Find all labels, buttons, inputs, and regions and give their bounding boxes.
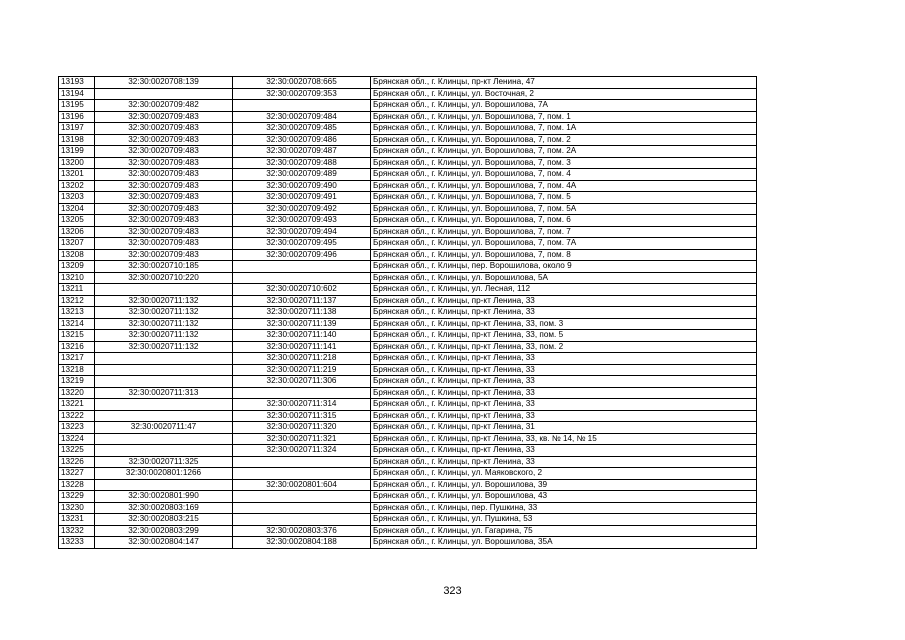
cadastral-number-cell: 32:30:0020803:169 [95, 502, 233, 514]
object-cadastral-number-cell [233, 100, 371, 112]
object-cadastral-number-cell: 32:30:0020709:491 [233, 192, 371, 204]
address-cell: Брянская обл., г. Клинцы, ул. Ворошилова, 7, пом. 5 [371, 192, 757, 204]
address-cell: Брянская обл., г. Клинцы, ул. Ворошилова, 7, пом. 2 [371, 134, 757, 146]
row-number-cell: 13206 [59, 226, 95, 238]
table-row [59, 77, 757, 89]
address-cell: Брянская обл., г. Клинцы, ул. Ворошилова, 7, пом. 1 [371, 111, 757, 123]
cadastral-number-cell: 32:30:0020709:483 [95, 134, 233, 146]
table-row [59, 146, 757, 158]
address-cell: Брянская обл., г. Клинцы, пр-кт Ленина, 33, пом. 2 [371, 341, 757, 353]
table-row [59, 491, 757, 503]
address-cell: Брянская обл., г. Клинцы, ул. Лесная, 112 [371, 284, 757, 296]
address-cell: Брянская обл., г. Клинцы, пр-кт Ленина, 33 [371, 410, 757, 422]
table-row [59, 295, 757, 307]
table-row [59, 203, 757, 215]
table-row [59, 537, 757, 549]
object-cadastral-number-cell: 32:30:0020710:602 [233, 284, 371, 296]
object-cadastral-number-cell: 32:30:0020709:490 [233, 180, 371, 192]
table-row [59, 307, 757, 319]
table-row [59, 330, 757, 342]
row-number-cell: 13219 [59, 376, 95, 388]
row-number-cell: 13230 [59, 502, 95, 514]
object-cadastral-number-cell: 32:30:0020711:138 [233, 307, 371, 319]
cadastral-number-cell: 32:30:0020804:147 [95, 537, 233, 549]
object-cadastral-number-cell: 32:30:0020711:140 [233, 330, 371, 342]
table-row [59, 387, 757, 399]
address-cell: Брянская обл., г. Клинцы, пр-кт Ленина, 33 [371, 353, 757, 365]
cadastral-number-cell [95, 445, 233, 457]
object-cadastral-number-cell: 32:30:0020709:494 [233, 226, 371, 238]
table-row [59, 111, 757, 123]
object-cadastral-number-cell: 32:30:0020709:489 [233, 169, 371, 181]
address-cell: Брянская обл., г. Клинцы, ул. Ворошилова, 35А [371, 537, 757, 549]
row-number-cell: 13195 [59, 100, 95, 112]
table-row [59, 364, 757, 376]
row-number-cell: 13229 [59, 491, 95, 503]
row-number-cell: 13225 [59, 445, 95, 457]
object-cadastral-number-cell: 32:30:0020711:306 [233, 376, 371, 388]
address-cell: Брянская обл., г. Клинцы, ул. Ворошилова, 7, пом. 3 [371, 157, 757, 169]
object-cadastral-number-cell: 32:30:0020711:139 [233, 318, 371, 330]
address-cell: Брянская обл., г. Клинцы, ул. Восточная, 2 [371, 88, 757, 100]
object-cadastral-number-cell: 32:30:0020711:314 [233, 399, 371, 411]
table-row [59, 514, 757, 526]
cadastral-number-cell: 32:30:0020711:132 [95, 330, 233, 342]
table-body [59, 77, 757, 549]
table-row [59, 88, 757, 100]
cadastral-number-cell [95, 399, 233, 411]
cadastral-number-cell: 32:30:0020710:185 [95, 261, 233, 273]
row-number-cell: 13228 [59, 479, 95, 491]
object-cadastral-number-cell: 32:30:0020711:315 [233, 410, 371, 422]
address-cell: Брянская обл., г. Клинцы, ул. Ворошилова, 7, пом. 6 [371, 215, 757, 227]
table-row [59, 157, 757, 169]
row-number-cell: 13197 [59, 123, 95, 135]
table-row [59, 134, 757, 146]
row-number-cell: 13218 [59, 364, 95, 376]
table-row [59, 376, 757, 388]
cadastral-number-cell: 32:30:0020709:483 [95, 215, 233, 227]
table-row [59, 318, 757, 330]
row-number-cell: 13214 [59, 318, 95, 330]
table-row [59, 284, 757, 296]
row-number-cell: 13205 [59, 215, 95, 227]
row-number-cell: 13223 [59, 422, 95, 434]
cadastral-number-cell: 32:30:0020711:132 [95, 295, 233, 307]
address-cell: Брянская обл., г. Клинцы, пр-кт Ленина, 31 [371, 422, 757, 434]
table-row [59, 341, 757, 353]
row-number-cell: 13201 [59, 169, 95, 181]
cadastral-number-cell: 32:30:0020711:132 [95, 307, 233, 319]
address-cell: Брянская обл., г. Клинцы, ул. Ворошилова, 7, пом. 4А [371, 180, 757, 192]
address-cell: Брянская обл., г. Клинцы, пр-кт Ленина, 33, пом. 3 [371, 318, 757, 330]
cadastral-number-cell: 32:30:0020711:325 [95, 456, 233, 468]
table-row [59, 180, 757, 192]
address-cell: Брянская обл., г. Клинцы, пер. Пушкина, 33 [371, 502, 757, 514]
cadastral-register-table [58, 76, 757, 549]
table-row [59, 238, 757, 250]
object-cadastral-number-cell [233, 514, 371, 526]
address-cell: Брянская обл., г. Клинцы, ул. Ворошилова, 7, пом. 7 [371, 226, 757, 238]
object-cadastral-number-cell: 32:30:0020709:493 [233, 215, 371, 227]
object-cadastral-number-cell: 32:30:0020709:496 [233, 249, 371, 261]
row-number-cell: 13207 [59, 238, 95, 250]
cadastral-number-cell: 32:30:0020711:313 [95, 387, 233, 399]
object-cadastral-number-cell: 32:30:0020709:353 [233, 88, 371, 100]
cadastral-number-cell [95, 479, 233, 491]
address-cell: Брянская обл., г. Клинцы, ул. Ворошилова, 7, пом. 7А [371, 238, 757, 250]
table-row [59, 261, 757, 273]
address-cell: Брянская обл., г. Клинцы, ул. Ворошилова, 43 [371, 491, 757, 503]
row-number-cell: 13198 [59, 134, 95, 146]
table-row [59, 433, 757, 445]
cadastral-number-cell [95, 433, 233, 445]
address-cell: Брянская обл., г. Клинцы, пр-кт Ленина, 33 [371, 376, 757, 388]
address-cell: Брянская обл., г. Клинцы, ул. Ворошилова, 5А [371, 272, 757, 284]
address-cell: Брянская обл., г. Клинцы, пр-кт Ленина, 33 [371, 307, 757, 319]
row-number-cell: 13216 [59, 341, 95, 353]
address-cell: Брянская обл., г. Клинцы, пр-кт Ленина, 47 [371, 77, 757, 89]
address-cell: Брянская обл., г. Клинцы, пр-кт Ленина, 33 [371, 295, 757, 307]
object-cadastral-number-cell: 32:30:0020711:218 [233, 353, 371, 365]
row-number-cell: 13209 [59, 261, 95, 273]
address-cell: Брянская обл., г. Клинцы, пр-кт Ленина, 33, кв. № 14, № 15 [371, 433, 757, 445]
cadastral-number-cell: 32:30:0020709:483 [95, 146, 233, 158]
object-cadastral-number-cell: 32:30:0020711:137 [233, 295, 371, 307]
object-cadastral-number-cell [233, 261, 371, 273]
cadastral-number-cell: 32:30:0020709:482 [95, 100, 233, 112]
cadastral-number-cell: 32:30:0020709:483 [95, 157, 233, 169]
address-cell: Брянская обл., г. Клинцы, ул. Маяковского, 2 [371, 468, 757, 480]
cadastral-number-cell: 32:30:0020709:483 [95, 192, 233, 204]
object-cadastral-number-cell [233, 387, 371, 399]
table-row [59, 249, 757, 261]
cadastral-number-cell: 32:30:0020709:483 [95, 238, 233, 250]
cadastral-number-cell: 32:30:0020803:215 [95, 514, 233, 526]
address-cell: Брянская обл., г. Клинцы, ул. Ворошилова, 7, пом. 4 [371, 169, 757, 181]
row-number-cell: 13227 [59, 468, 95, 480]
address-cell: Брянская обл., г. Клинцы, ул. Ворошилова, 39 [371, 479, 757, 491]
cadastral-number-cell: 32:30:0020709:483 [95, 111, 233, 123]
cadastral-number-cell: 32:30:0020711:47 [95, 422, 233, 434]
cadastral-number-cell: 32:30:0020801:990 [95, 491, 233, 503]
address-cell: Брянская обл., г. Клинцы, ул. Гагарина, 75 [371, 525, 757, 537]
row-number-cell: 13232 [59, 525, 95, 537]
row-number-cell: 13202 [59, 180, 95, 192]
address-cell: Брянская обл., г. Клинцы, ул. Ворошилова, 7, пом. 5А [371, 203, 757, 215]
row-number-cell: 13224 [59, 433, 95, 445]
cadastral-number-cell: 32:30:0020709:483 [95, 169, 233, 181]
object-cadastral-number-cell: 32:30:0020711:324 [233, 445, 371, 457]
object-cadastral-number-cell: 32:30:0020804:188 [233, 537, 371, 549]
table-row [59, 445, 757, 457]
address-cell: Брянская обл., г. Клинцы, пр-кт Ленина, 33 [371, 456, 757, 468]
address-cell: Брянская обл., г. Клинцы, пр-кт Ленина, 33, пом. 5 [371, 330, 757, 342]
object-cadastral-number-cell: 32:30:0020801:604 [233, 479, 371, 491]
object-cadastral-number-cell: 32:30:0020709:492 [233, 203, 371, 215]
row-number-cell: 13220 [59, 387, 95, 399]
row-number-cell: 13215 [59, 330, 95, 342]
object-cadastral-number-cell: 32:30:0020709:485 [233, 123, 371, 135]
cadastral-number-cell: 32:30:0020709:483 [95, 249, 233, 261]
cadastral-number-cell: 32:30:0020803:299 [95, 525, 233, 537]
address-cell: Брянская обл., г. Клинцы, пр-кт Ленина, 33 [371, 399, 757, 411]
table-row [59, 422, 757, 434]
object-cadastral-number-cell [233, 502, 371, 514]
address-cell: Брянская обл., г. Клинцы, ул. Ворошилова, 7, пом. 2А [371, 146, 757, 158]
row-number-cell: 13211 [59, 284, 95, 296]
row-number-cell: 13210 [59, 272, 95, 284]
object-cadastral-number-cell: 32:30:0020709:487 [233, 146, 371, 158]
row-number-cell: 13194 [59, 88, 95, 100]
table-row [59, 456, 757, 468]
table-row [59, 502, 757, 514]
object-cadastral-number-cell: 32:30:0020708:665 [233, 77, 371, 89]
cadastral-number-cell [95, 284, 233, 296]
cadastral-number-cell: 32:30:0020710:220 [95, 272, 233, 284]
object-cadastral-number-cell [233, 456, 371, 468]
row-number-cell: 13199 [59, 146, 95, 158]
cadastral-number-cell: 32:30:0020709:483 [95, 226, 233, 238]
table-row [59, 353, 757, 365]
cadastral-number-cell: 32:30:0020801:1266 [95, 468, 233, 480]
table-row [59, 169, 757, 181]
page-number: 323 [443, 585, 462, 597]
table-row [59, 410, 757, 422]
object-cadastral-number-cell [233, 468, 371, 480]
cadastral-number-cell: 32:30:0020709:483 [95, 203, 233, 215]
object-cadastral-number-cell: 32:30:0020711:320 [233, 422, 371, 434]
cadastral-number-cell [95, 353, 233, 365]
row-number-cell: 13213 [59, 307, 95, 319]
object-cadastral-number-cell: 32:30:0020711:141 [233, 341, 371, 353]
document-page [58, 76, 756, 549]
table-row [59, 226, 757, 238]
row-number-cell: 13204 [59, 203, 95, 215]
row-number-cell: 13212 [59, 295, 95, 307]
row-number-cell: 13217 [59, 353, 95, 365]
address-cell: Брянская обл., г. Клинцы, ул. Ворошилова, 7, пом. 1А [371, 123, 757, 135]
row-number-cell: 13193 [59, 77, 95, 89]
object-cadastral-number-cell: 32:30:0020711:321 [233, 433, 371, 445]
table-row [59, 192, 757, 204]
address-cell: Брянская обл., г. Клинцы, пр-кт Ленина, 33 [371, 445, 757, 457]
address-cell: Брянская обл., г. Клинцы, ул. Пушкина, 53 [371, 514, 757, 526]
address-cell: Брянская обл., г. Клинцы, пр-кт Ленина, 33 [371, 387, 757, 399]
table-row [59, 399, 757, 411]
object-cadastral-number-cell: 32:30:0020709:495 [233, 238, 371, 250]
object-cadastral-number-cell: 32:30:0020803:376 [233, 525, 371, 537]
object-cadastral-number-cell: 32:30:0020709:486 [233, 134, 371, 146]
cadastral-number-cell: 32:30:0020708:139 [95, 77, 233, 89]
table-row [59, 215, 757, 227]
row-number-cell: 13222 [59, 410, 95, 422]
cadastral-number-cell: 32:30:0020709:483 [95, 180, 233, 192]
cadastral-number-cell [95, 364, 233, 376]
table-row [59, 479, 757, 491]
address-cell: Брянская обл., г. Клинцы, пер. Ворошилова, около 9 [371, 261, 757, 273]
row-number-cell: 13200 [59, 157, 95, 169]
row-number-cell: 13231 [59, 514, 95, 526]
table-row [59, 272, 757, 284]
row-number-cell: 13233 [59, 537, 95, 549]
table-row [59, 123, 757, 135]
row-number-cell: 13208 [59, 249, 95, 261]
object-cadastral-number-cell [233, 272, 371, 284]
cadastral-number-cell: 32:30:0020711:132 [95, 341, 233, 353]
row-number-cell: 13203 [59, 192, 95, 204]
cadastral-number-cell [95, 376, 233, 388]
row-number-cell: 13226 [59, 456, 95, 468]
address-cell: Брянская обл., г. Клинцы, пр-кт Ленина, 33 [371, 364, 757, 376]
cadastral-number-cell: 32:30:0020709:483 [95, 123, 233, 135]
cadastral-number-cell: 32:30:0020711:132 [95, 318, 233, 330]
table-row [59, 468, 757, 480]
object-cadastral-number-cell [233, 491, 371, 503]
object-cadastral-number-cell: 32:30:0020709:484 [233, 111, 371, 123]
address-cell: Брянская обл., г. Клинцы, ул. Ворошилова, 7, пом. 8 [371, 249, 757, 261]
object-cadastral-number-cell: 32:30:0020709:488 [233, 157, 371, 169]
cadastral-number-cell [95, 410, 233, 422]
cadastral-number-cell [95, 88, 233, 100]
address-cell: Брянская обл., г. Клинцы, ул. Ворошилова, 7А [371, 100, 757, 112]
row-number-cell: 13221 [59, 399, 95, 411]
table-row [59, 100, 757, 112]
row-number-cell: 13196 [59, 111, 95, 123]
table-row [59, 525, 757, 537]
object-cadastral-number-cell: 32:30:0020711:219 [233, 364, 371, 376]
